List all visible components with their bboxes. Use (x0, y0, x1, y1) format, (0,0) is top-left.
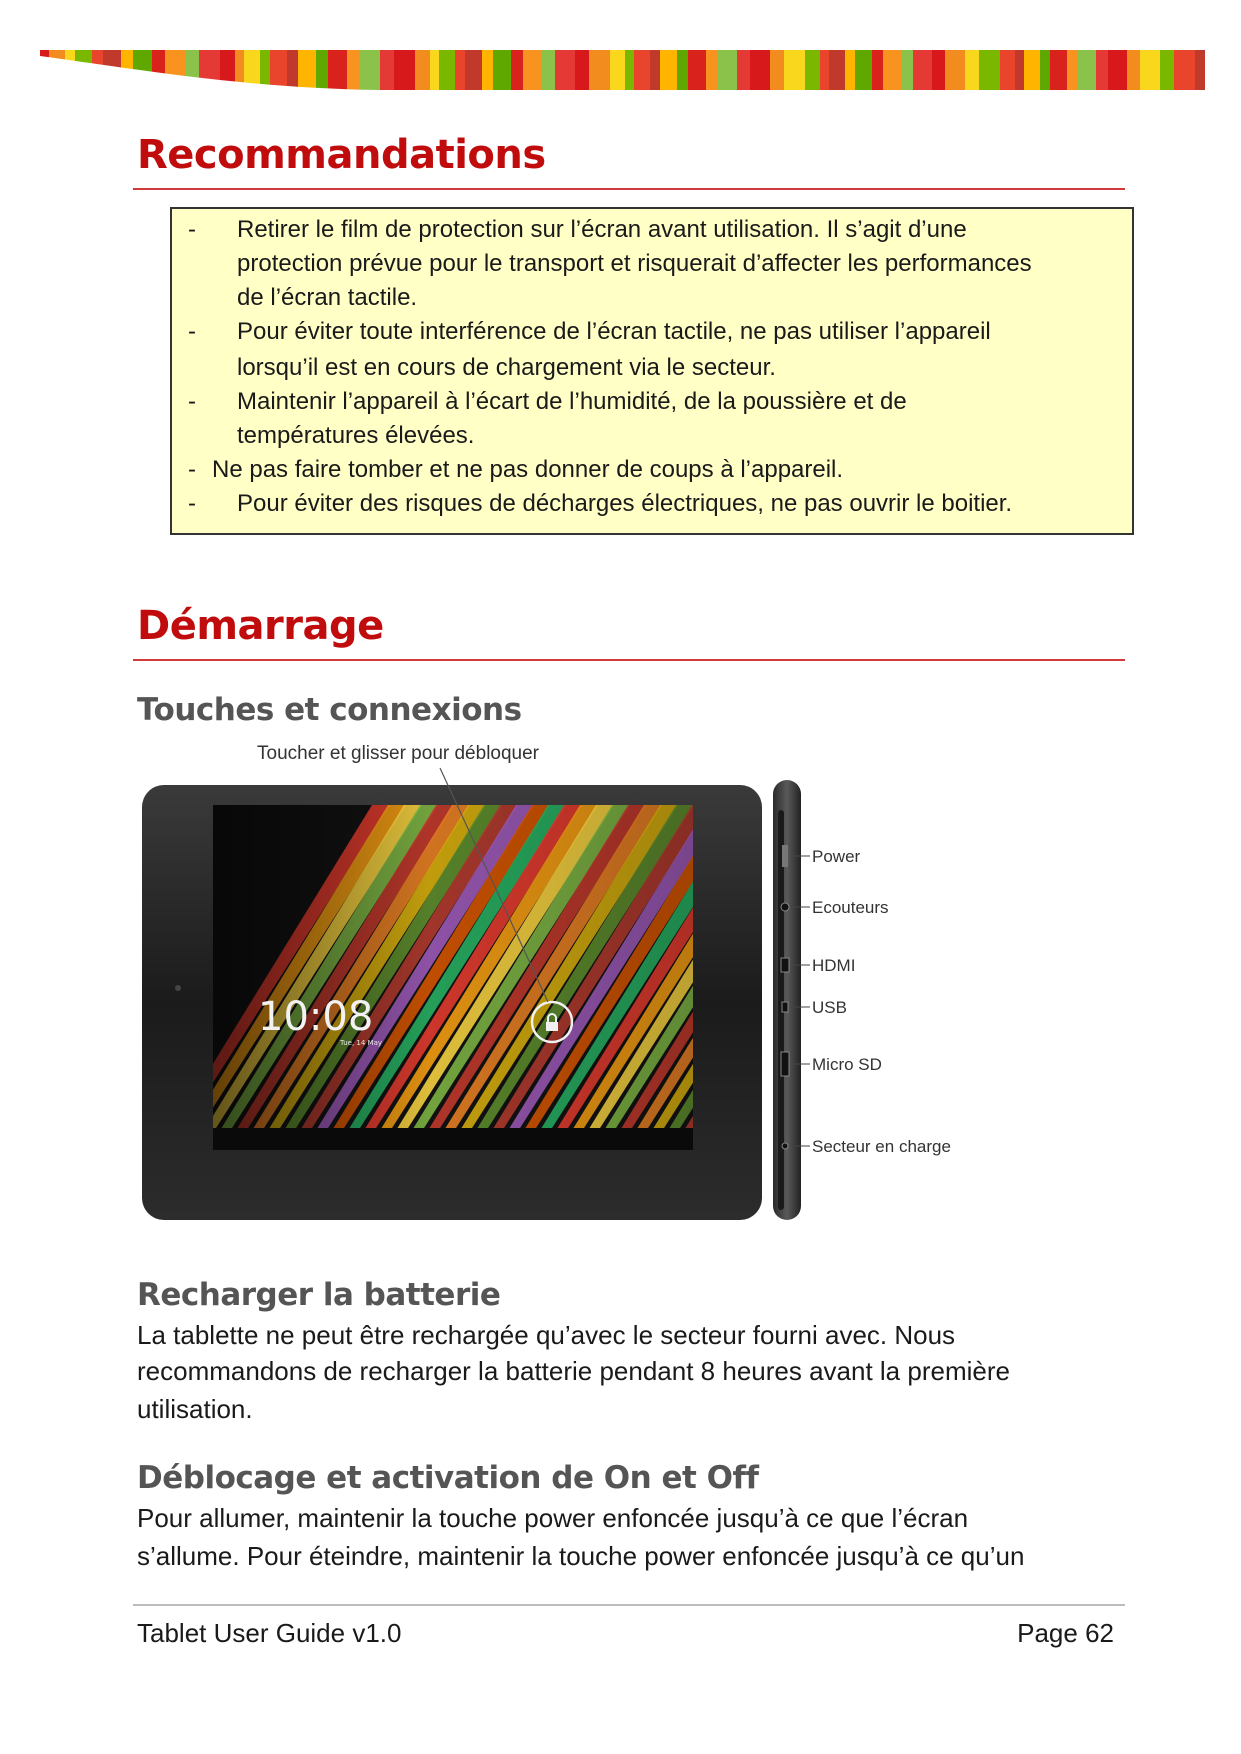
port-label-microsd: Micro SD (812, 1055, 882, 1074)
padlock-icon (546, 1022, 558, 1031)
footer-title: Tablet User Guide v1.0 (137, 1618, 402, 1648)
bullet-dash: - (188, 216, 196, 243)
rec-item-line: Ne pas faire tomber et ne pas donner de coups à l’appareil. (212, 456, 844, 483)
port-label-charger: Secteur en charge (812, 1137, 951, 1156)
bullet-dash: - (188, 388, 196, 415)
battery-paragraph-line: recommandons de recharger la batterie pendant 8 heures avant la première (137, 1356, 1010, 1386)
screen-date: Tue, 14 May (340, 1039, 383, 1047)
section-rule (133, 188, 1125, 190)
recommendations-box (170, 207, 1134, 535)
rec-item-line: Pour éviter des risques de décharges électriques, ne pas ouvrir le boitier. (237, 490, 1013, 517)
port-label-power: Power (812, 847, 861, 866)
section-title-demarrage: Démarrage (137, 603, 384, 649)
unlock-label: Toucher et glisser pour débloquer (257, 743, 540, 764)
battery-paragraph-line: La tablette ne peut être rechargée qu’avec le secteur fourni avec. Nous (137, 1320, 956, 1350)
rec-item-line: de l’écran tactile. (237, 284, 418, 311)
power-button (782, 845, 788, 867)
rec-item-line: Retirer le film de protection sur l’écran avant utilisation. Il s’agit d’une (237, 216, 967, 243)
tablet-diagram (140, 740, 980, 1240)
footer-page-number: Page 62 (1017, 1618, 1114, 1648)
subheading-battery: Recharger la batterie (137, 1277, 501, 1313)
port-label-usb: USB (812, 998, 847, 1017)
bullet-dash: - (188, 456, 196, 483)
rec-item-line: protection prévue pour le transport et risquerait d’affecter les performances (237, 250, 1032, 277)
battery-paragraph-line: utilisation. (137, 1394, 253, 1424)
usb-port (782, 1002, 788, 1012)
charger-port (782, 1143, 788, 1149)
rec-item-line: Maintenir l’appareil à l’écart de l’humidité, de la poussière et de (237, 388, 907, 415)
header-color-stripe (40, 50, 1205, 90)
rec-item-line: Pour éviter toute interférence de l’écran tactile, ne pas utiliser l’appareil (237, 318, 991, 345)
port-label-hdmi: HDMI (812, 956, 856, 975)
onoff-paragraph-line: s’allume. Pour éteindre, maintenir la touche power enfoncée jusqu’à ce qu’un (137, 1541, 1025, 1571)
rec-item-line: températures élevées. (237, 422, 475, 449)
bullet-dash: - (188, 318, 196, 345)
hdmi-port (781, 958, 789, 972)
camera-icon (175, 985, 181, 991)
bullet-dash: - (188, 490, 196, 517)
microsd-slot (781, 1052, 789, 1076)
section-title-recommandations: Recommandations (137, 132, 546, 178)
headphone-jack (781, 903, 789, 911)
onoff-paragraph-line: Pour allumer, maintenir la touche power enfoncée jusqu’à ce que l’écran (137, 1503, 969, 1533)
subheading-touches: Touches et connexions (137, 692, 522, 728)
rec-item-line: lorsqu’il est en cours de chargement via le secteur. (237, 354, 776, 381)
screen-clock: 10:08 (258, 994, 374, 1040)
port-label-ecouteurs: Ecouteurs (812, 898, 889, 917)
subheading-onoff: Déblocage et activation de On et Off (137, 1460, 759, 1496)
section-rule (133, 659, 1125, 661)
footer-rule (133, 1604, 1125, 1606)
